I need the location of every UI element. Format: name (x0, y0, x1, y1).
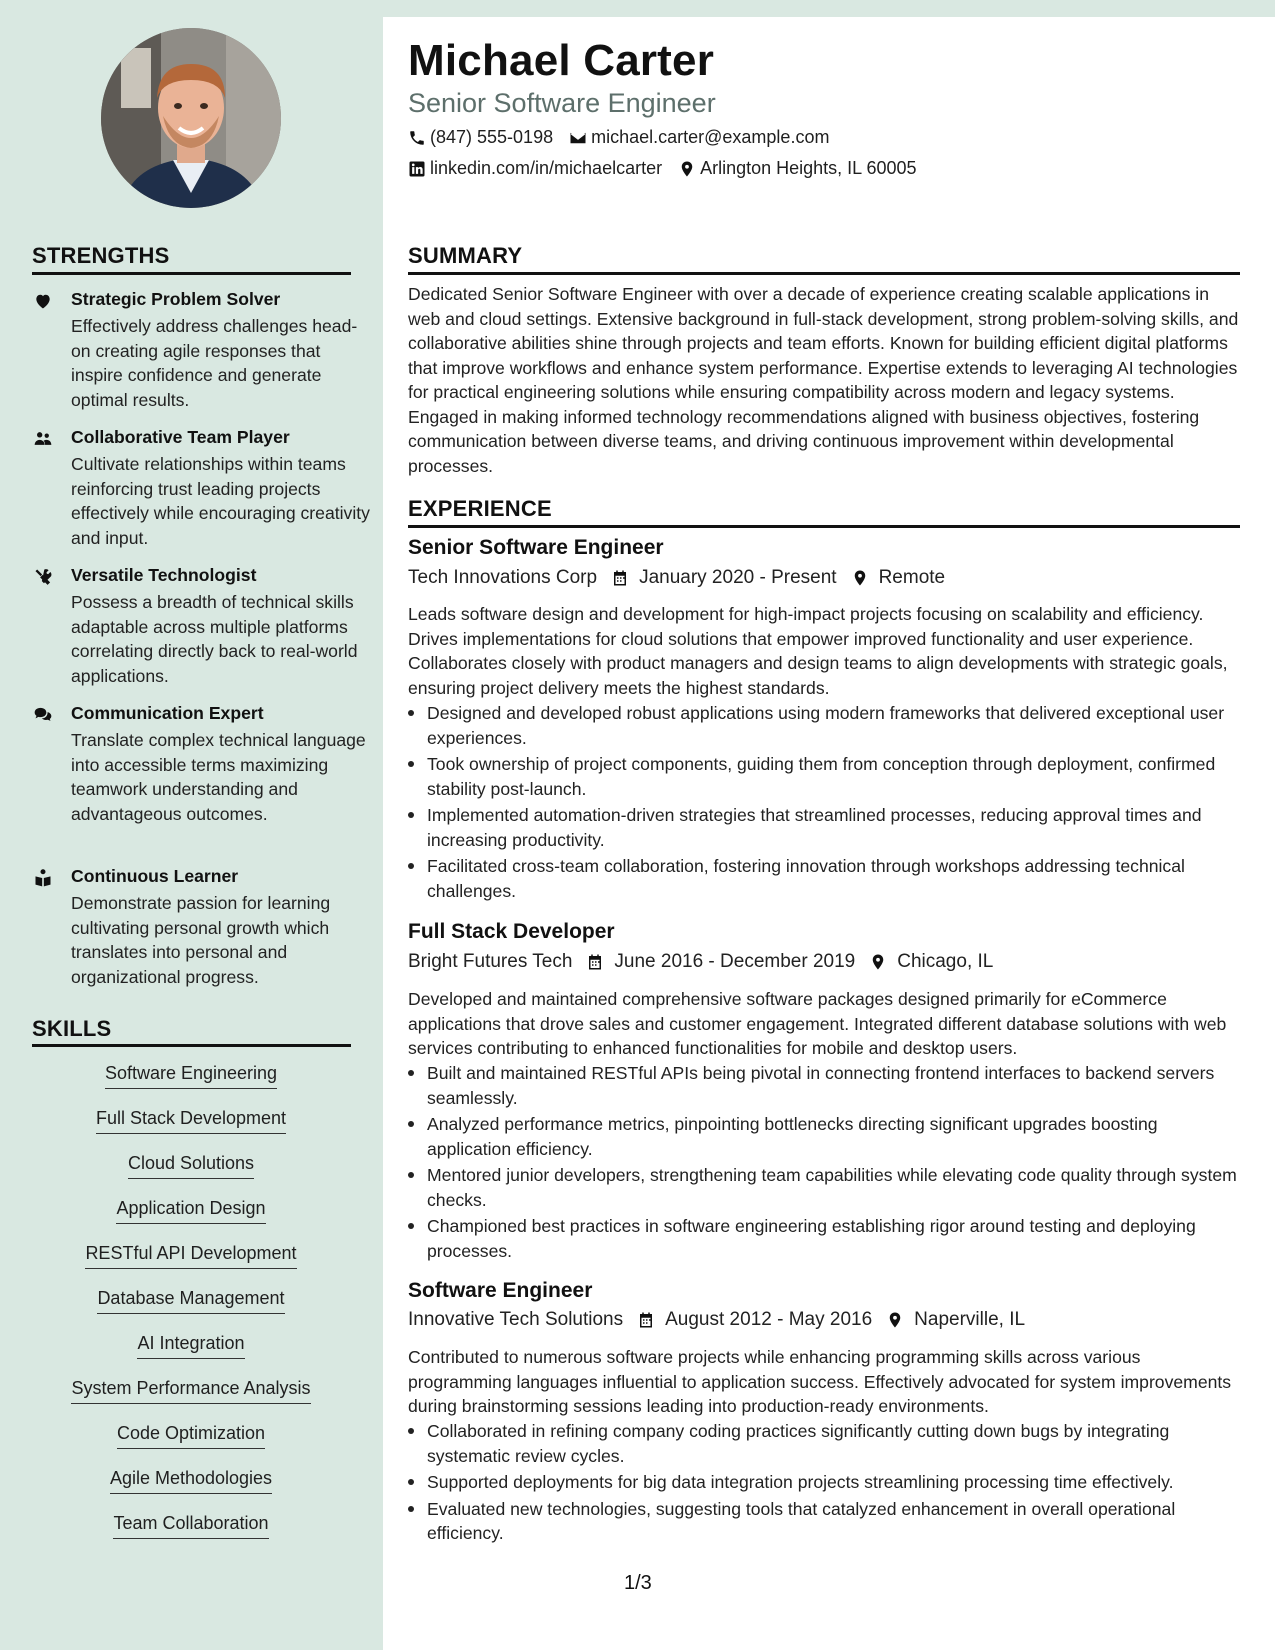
job-description: Leads software design and development for high-impact projects focusing on scalability and efficiency. Drives implementations for cloud solutions that empower improved functionality and user experience. Collaborates closely with product managers and design teams to align developments with strategic goals, ensuring project delivery meets the highest standards. (408, 604, 1228, 698)
linkedin-text: linkedin.com/in/michaelcarter (430, 158, 663, 178)
skill-label: Code Optimization (117, 1423, 265, 1449)
skill-item (32, 1288, 350, 1314)
job-title: Senior Software Engineer (408, 536, 664, 559)
linkedin-icon (408, 160, 426, 178)
job-meta (408, 951, 993, 973)
heart-icon (32, 291, 54, 311)
job-meta (408, 1309, 1025, 1331)
strength-desc: Cultivate relationships within teams reinforcing trust leading projects effectively while encouraging creativity and input. (71, 454, 370, 548)
job-meta (408, 567, 945, 589)
envelope-icon (569, 129, 587, 147)
strength-item (32, 289, 362, 419)
skills-rule (32, 1044, 351, 1047)
bullet-item: Implemented automation-driven strategies that streamlined processes, reducing approval times and increasing productivity. (408, 803, 1238, 852)
map-pin-icon (678, 160, 696, 178)
bullet-item: Collaborated in refining company coding practices significantly cutting down bugs by integrating systematic review cycles. (408, 1419, 1238, 1468)
skill-label: Team Collaboration (113, 1513, 268, 1539)
skill-item (32, 1063, 350, 1089)
job-bullets (408, 1061, 1238, 1265)
skill-label: RESTful API Development (85, 1243, 296, 1269)
job-bullets (408, 1419, 1238, 1548)
strength-desc: Demonstrate passion for learning cultivating personal growth which translates into personal and organizational progress. (71, 893, 331, 987)
strength-desc: Translate complex technical language into accessible terms maximizing teamwork understanding and advantageous outcomes. (71, 730, 366, 824)
strength-title: Continuous Learner (71, 866, 239, 886)
job-company: Innovative Tech Solutions (408, 1309, 624, 1330)
job-dates: August 2012 - May 2016 (665, 1309, 873, 1330)
strength-item (32, 703, 366, 848)
skill-item (32, 1108, 350, 1134)
skill-item (32, 1423, 350, 1449)
calendar-icon (611, 568, 629, 588)
strength-title: Versatile Technologist (71, 565, 257, 585)
strength-item (32, 565, 362, 695)
map-pin-icon (851, 568, 869, 588)
job-description: Developed and maintained comprehensive software packages designed primarily for eCommerce applications that drove sales and customer engagement. Integrated different database solutions with web services contributing to enhanced functionalities for mobile and desktop users. (408, 989, 1227, 1058)
phone-icon (408, 129, 426, 147)
skills-heading: SKILLS (32, 1016, 112, 1041)
skill-item (32, 1333, 350, 1359)
job-location: Remote (878, 567, 946, 588)
bullet-item: Analyzed performance metrics, pinpointing bottlenecks directing significant upgrades boosting application efficiency. (408, 1112, 1238, 1161)
comments-icon (32, 705, 54, 725)
skill-label: Software Engineering (105, 1063, 277, 1089)
calendar-icon (637, 1310, 655, 1330)
phone-contact[interactable] (408, 127, 553, 148)
summary-rule (408, 272, 1240, 275)
strengths-heading: STRENGTHS (32, 243, 170, 268)
job-dates: January 2020 - Present (639, 567, 837, 588)
skill-label: Cloud Solutions (128, 1153, 254, 1179)
job-bullets (408, 701, 1238, 905)
tools-icon (32, 567, 54, 587)
skill-item (32, 1198, 350, 1224)
bullet-item: Evaluated new technologies, suggesting tools that catalyzed enhancement in overall operational efficiency. (408, 1497, 1238, 1546)
linkedin-contact[interactable] (408, 158, 662, 179)
map-pin-icon (869, 952, 887, 972)
profile-photo (101, 28, 281, 208)
users-icon (32, 429, 54, 449)
contact-row-1 (408, 127, 845, 148)
job-company: Tech Innovations Corp (408, 567, 598, 588)
strength-item (32, 866, 362, 996)
skill-item (32, 1378, 350, 1404)
bullet-item: Championed best practices in software engineering establishing rigor around testing and deploying processes. (408, 1214, 1238, 1263)
calendar-icon (586, 952, 604, 972)
strength-title: Communication Expert (71, 703, 264, 723)
experience-rule (408, 525, 1240, 528)
strength-desc: Effectively address challenges head-on creating agile responses that inspire confidence and generate optimal results. (71, 316, 358, 410)
job-title: Full Stack Developer (408, 920, 615, 943)
bullet-item: Took ownership of project components, guiding them from conception through deployment, confirmed stability post-launch. (408, 752, 1238, 801)
strength-desc: Possess a breadth of technical skills adaptable across multiple platforms correlating directly back to real-world applications. (71, 592, 358, 686)
skill-label: System Performance Analysis (71, 1378, 310, 1404)
job-location: Naperville, IL (914, 1309, 1026, 1330)
page-number: 1/3 (624, 1572, 652, 1594)
experience-heading: EXPERIENCE (408, 496, 552, 521)
candidate-title: Senior Software Engineer (408, 88, 716, 118)
skill-label: AI Integration (137, 1333, 244, 1359)
summary-text: Dedicated Senior Software Engineer with over a decade of experience creating scalable applications in web and cloud settings. Extensive background in full-stack development, strong problem-solving skills, and collaborative abilities shine through projects and team efforts. Known for building efficient digital platforms that improve workflows and enhance system performance. Expertise extends to leveraging AI technologies for practical engineering solutions while ensuring compatibility across modern and legacy systems. Engaged in making informed technology recommendations aligned with business objectives, fostering communication between diverse teams, and driving continuous improvement within developmental processes. (408, 284, 1239, 476)
strength-title: Strategic Problem Solver (71, 289, 281, 309)
contact-row-2 (408, 158, 933, 179)
strength-item (32, 427, 370, 557)
job-description: Contributed to numerous software projects while enhancing programming skills across various programming languages influential to application success. Effectively advocated for system improvements during brainstorming sessions leading into production-ready environments. (408, 1347, 1232, 1416)
skill-item (32, 1513, 350, 1539)
location-text: Arlington Heights, IL 60005 (700, 158, 917, 178)
strength-title: Collaborative Team Player (71, 427, 290, 447)
strengths-rule (32, 272, 351, 275)
location-contact (678, 158, 916, 179)
bullet-item: Designed and developed robust applications using modern frameworks that delivered exceptional user experiences. (408, 701, 1238, 750)
skill-item (32, 1468, 350, 1494)
skill-label: Database Management (97, 1288, 284, 1314)
job-location: Chicago, IL (897, 951, 994, 972)
skill-label: Application Design (116, 1198, 265, 1224)
skill-label: Agile Methodologies (110, 1468, 272, 1494)
bullet-item: Built and maintained RESTful APIs being pivotal in connecting frontend interfaces to backend servers seamlessly. (408, 1061, 1238, 1110)
email-contact[interactable] (569, 127, 829, 148)
summary-heading: SUMMARY (408, 243, 523, 268)
bullet-item: Facilitated cross-team collaboration, fostering innovation through workshops addressing technical challenges. (408, 854, 1238, 903)
phone-text: (847) 555-0198 (430, 127, 554, 147)
bullet-item: Mentored junior developers, strengthening team capabilities while elevating code quality through system checks. (408, 1163, 1238, 1212)
skill-item (32, 1153, 350, 1179)
book-reader-icon (32, 868, 54, 888)
job-title: Software Engineer (408, 1279, 593, 1302)
email-text: michael.carter@example.com (591, 127, 830, 147)
skill-item (32, 1243, 350, 1269)
map-pin-icon (886, 1310, 904, 1330)
job-company: Bright Futures Tech (408, 951, 573, 972)
candidate-name: Michael Carter (408, 36, 715, 85)
skill-label: Full Stack Development (96, 1108, 286, 1134)
bullet-item: Supported deployments for big data integration projects streamlining processing time effectively. (408, 1470, 1238, 1495)
job-dates: June 2016 - December 2019 (614, 951, 856, 972)
